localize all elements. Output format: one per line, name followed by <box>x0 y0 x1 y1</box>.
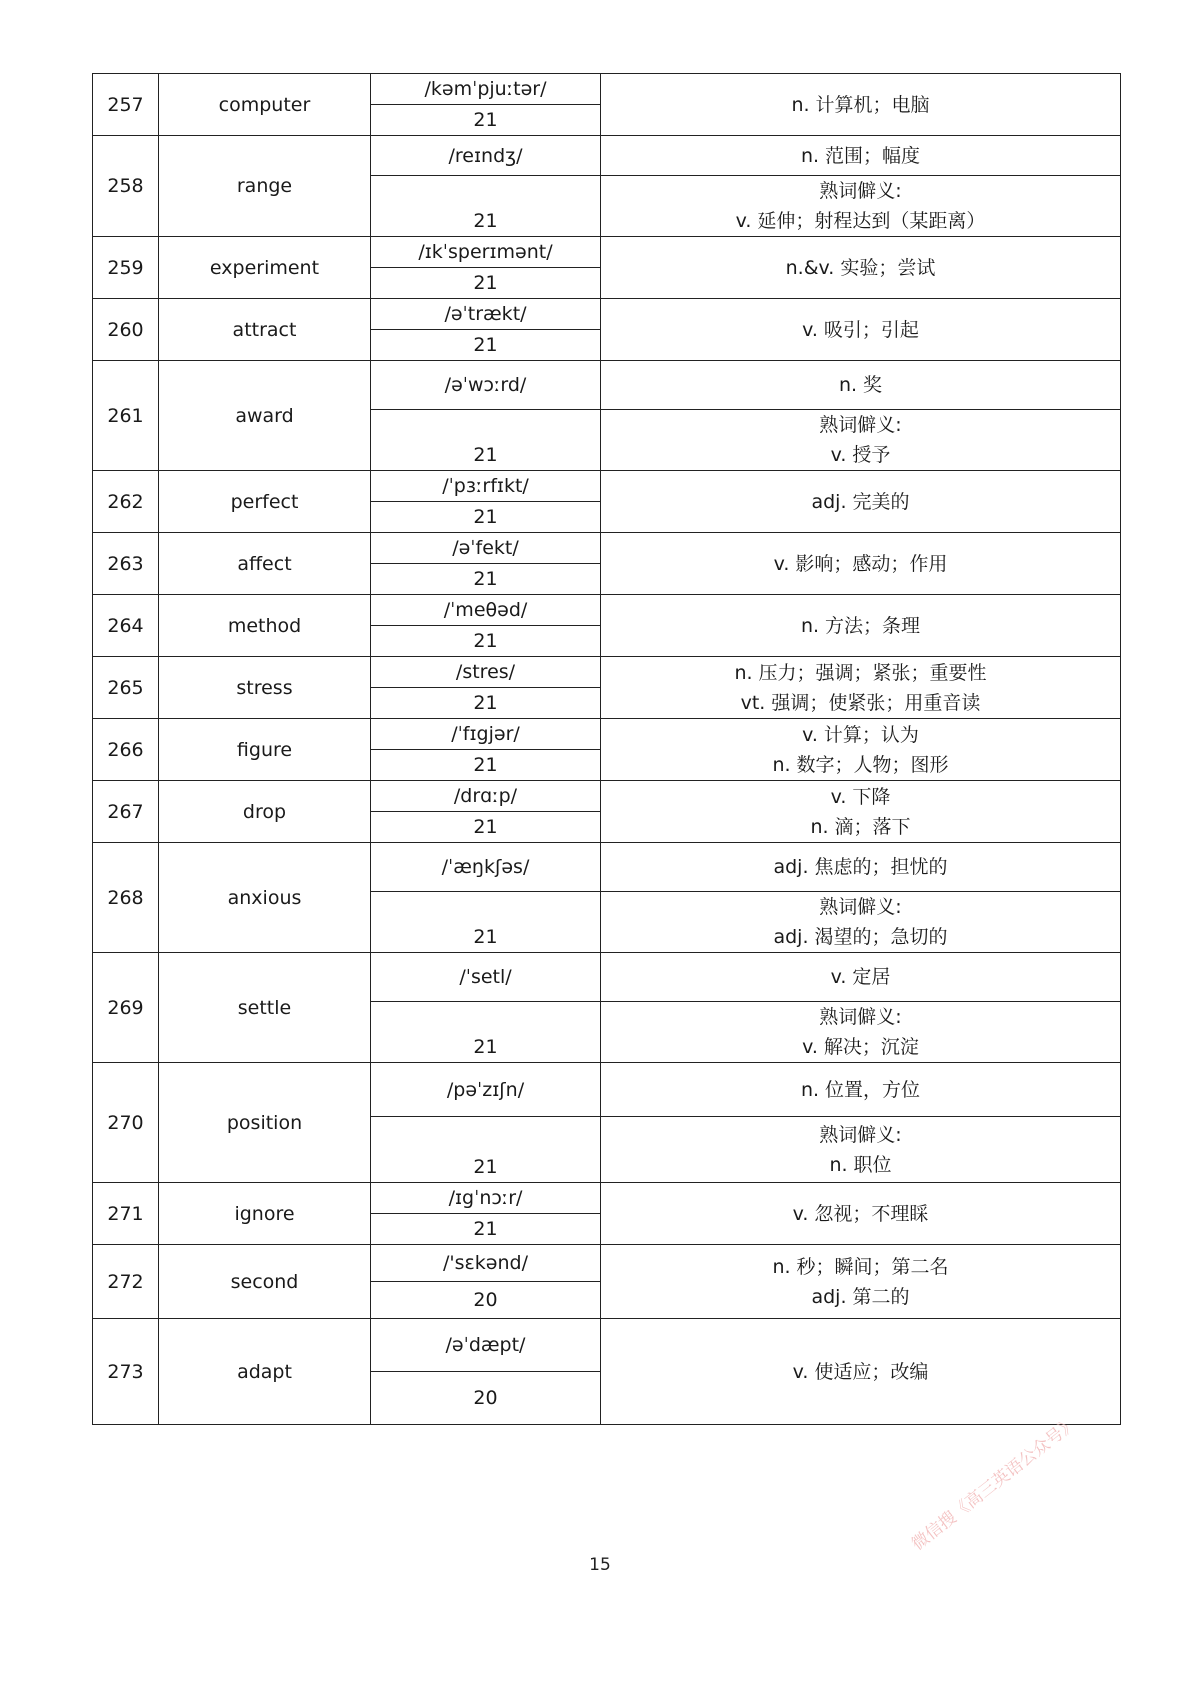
table-row <box>93 843 1121 892</box>
phonetic-cell: /drɑːp/ <box>371 781 601 812</box>
phonetic-cell: /ˈmeθəd/ <box>371 595 601 626</box>
definition-line: n. 秒；瞬间；第二名 <box>772 1255 949 1278</box>
definition-cell <box>601 719 1121 781</box>
phonetic-cell: /ɪkˈsperɪmənt/ <box>371 237 601 268</box>
frequency-cell: 21 <box>371 626 601 657</box>
entry-number: 272 <box>93 1245 159 1319</box>
definition-cell <box>601 361 1121 410</box>
definition-line: n. 方法；条理 <box>800 614 921 637</box>
table-row <box>93 953 1121 1002</box>
table-row <box>93 1319 1121 1372</box>
phonetic-cell: /ˈpɜːrfɪkt/ <box>371 471 601 502</box>
definition-line: n. 范围；幅度 <box>800 144 921 167</box>
entry-number: 266 <box>93 719 159 781</box>
phonetic-cell: /stres/ <box>371 657 601 688</box>
definition-cell <box>601 657 1121 719</box>
definition-cell <box>601 1183 1121 1245</box>
phonetic-cell: /kəmˈpjuːtər/ <box>371 74 601 105</box>
definition-cell <box>601 1319 1121 1425</box>
entry-number: 263 <box>93 533 159 595</box>
entry-number: 259 <box>93 237 159 299</box>
frequency-cell: 21 <box>371 330 601 361</box>
rare-meaning-line: v. 延伸；射程达到（某距离） <box>735 210 986 232</box>
frequency-cell: 21 <box>371 750 601 781</box>
definition-line: v. 影响；感动；作用 <box>773 552 948 575</box>
definition-line: n. 奖 <box>838 374 883 396</box>
table-row <box>93 1183 1121 1214</box>
frequency-cell: 20 <box>371 1282 601 1319</box>
word-cell: attract <box>159 299 371 361</box>
entry-number: 257 <box>93 74 159 136</box>
word-cell: anxious <box>159 843 371 953</box>
definition-cell <box>601 953 1121 1002</box>
table-row <box>93 781 1121 812</box>
definition-cell <box>601 533 1121 595</box>
table-row <box>93 237 1121 268</box>
rare-meaning-line: v. 解决；沉淀 <box>802 1036 919 1058</box>
definition-cell <box>601 843 1121 892</box>
table-row <box>93 361 1121 410</box>
page-number: 15 <box>589 1555 611 1575</box>
definition-cell <box>601 74 1121 136</box>
rare-meaning-line: 熟词僻义: <box>819 414 902 436</box>
word-cell: affect <box>159 533 371 595</box>
table-row <box>93 595 1121 626</box>
frequency-cell: 21 <box>371 1214 601 1245</box>
entry-number: 268 <box>93 843 159 953</box>
frequency-cell: 21 <box>371 176 601 237</box>
word-cell: experiment <box>159 237 371 299</box>
table-row <box>93 719 1121 750</box>
phonetic-cell: /əˈtrækt/ <box>371 299 601 330</box>
definition-line: n. 数字；人物；图形 <box>772 753 949 776</box>
entry-number: 271 <box>93 1183 159 1245</box>
word-cell: computer <box>159 74 371 136</box>
frequency-cell: 21 <box>371 812 601 843</box>
table-row <box>93 1063 1121 1117</box>
table-row <box>93 657 1121 688</box>
word-cell: figure <box>159 719 371 781</box>
definition-line: v. 忽视；不理睬 <box>792 1202 929 1225</box>
definition-cell <box>601 136 1121 176</box>
phonetic-cell: /ˈsetl/ <box>371 953 601 1002</box>
definition-cell <box>601 1063 1121 1117</box>
definition-line: n. 计算机；电脑 <box>791 93 930 116</box>
table-row <box>93 1245 1121 1282</box>
phonetic-cell: /'sɛkənd/ <box>371 1245 601 1282</box>
rare-meaning-line: adj. 渴望的；急切的 <box>773 926 948 948</box>
definition-line: adj. 完美的 <box>811 490 910 513</box>
definition-line: adj. 焦虑的；担忧的 <box>773 856 948 878</box>
definition-line: n. 位置，方位 <box>800 1078 921 1101</box>
definition-cell <box>601 781 1121 843</box>
definition-line: n. 滴；落下 <box>810 815 911 838</box>
phonetic-cell: /əˈfekt/ <box>371 533 601 564</box>
phonetic-cell: /ˈæŋkʃəs/ <box>371 843 601 892</box>
frequency-cell: 21 <box>371 1117 601 1183</box>
frequency-cell: 20 <box>371 1372 601 1425</box>
table-row <box>93 136 1121 176</box>
entry-number: 269 <box>93 953 159 1063</box>
word-cell: adapt <box>159 1319 371 1425</box>
definition-line: n. 压力；强调；紧张；重要性 <box>734 661 987 684</box>
phonetic-cell: /əˈdæpt/ <box>371 1319 601 1372</box>
word-cell: settle <box>159 953 371 1063</box>
word-cell: method <box>159 595 371 657</box>
phonetic-cell: /əˈwɔːrd/ <box>371 361 601 410</box>
definition-cell <box>601 595 1121 657</box>
vocabulary-table-body <box>93 74 1121 1425</box>
frequency-cell: 21 <box>371 1002 601 1063</box>
entry-number: 264 <box>93 595 159 657</box>
definition-line: adj. 第二的 <box>811 1285 910 1308</box>
rare-meaning-line: 熟词僻义: <box>819 896 902 918</box>
entry-number: 260 <box>93 299 159 361</box>
entry-number: 273 <box>93 1319 159 1425</box>
definition-cell <box>601 1117 1121 1183</box>
word-cell: drop <box>159 781 371 843</box>
rare-meaning-line: 熟词僻义: <box>819 1123 902 1146</box>
vocabulary-table <box>92 73 1121 1425</box>
table-row <box>93 299 1121 330</box>
definition-line: v. 定居 <box>830 966 891 988</box>
word-cell: perfect <box>159 471 371 533</box>
entry-number: 262 <box>93 471 159 533</box>
definition-cell <box>601 471 1121 533</box>
word-cell: range <box>159 136 371 237</box>
rare-meaning-line: 熟词僻义: <box>819 180 902 202</box>
definition-cell <box>601 176 1121 237</box>
word-cell: position <box>159 1063 371 1183</box>
table-row <box>93 74 1121 105</box>
definition-line: vt. 强调；使紧张；用重音读 <box>740 691 981 714</box>
watermark: 微信搜《高三英语公众号》 <box>908 1413 1082 1555</box>
entry-number: 261 <box>93 361 159 471</box>
phonetic-cell: /ˈfɪgjər/ <box>371 719 601 750</box>
frequency-cell: 21 <box>371 410 601 471</box>
frequency-cell: 21 <box>371 105 601 136</box>
definition-cell <box>601 1245 1121 1319</box>
table-row <box>93 533 1121 564</box>
rare-meaning-line: n. 职位 <box>829 1153 892 1176</box>
frequency-cell: 21 <box>371 564 601 595</box>
definition-line: v. 吸引；引起 <box>802 318 919 341</box>
phonetic-cell: /reɪndʒ/ <box>371 136 601 176</box>
definition-line: v. 计算；认为 <box>802 723 919 746</box>
definition-cell <box>601 1002 1121 1063</box>
rare-meaning-line: 熟词僻义: <box>819 1006 902 1028</box>
definition-line: v. 使适应；改编 <box>792 1360 929 1383</box>
definition-cell <box>601 892 1121 953</box>
entry-number: 265 <box>93 657 159 719</box>
frequency-cell: 21 <box>371 688 601 719</box>
entry-number: 270 <box>93 1063 159 1183</box>
word-cell: second <box>159 1245 371 1319</box>
frequency-cell: 21 <box>371 892 601 953</box>
phonetic-cell: /pəˈzɪʃn/ <box>371 1063 601 1117</box>
definition-cell <box>601 410 1121 471</box>
definition-line: n.&v. 实验；尝试 <box>785 256 936 279</box>
definition-cell <box>601 237 1121 299</box>
frequency-cell: 21 <box>371 502 601 533</box>
word-cell: award <box>159 361 371 471</box>
word-cell: ignore <box>159 1183 371 1245</box>
table-row <box>93 471 1121 502</box>
entry-number: 258 <box>93 136 159 237</box>
definition-line: v. 下降 <box>830 785 891 808</box>
phonetic-cell: /ɪgˈnɔːr/ <box>371 1183 601 1214</box>
word-cell: stress <box>159 657 371 719</box>
entry-number: 267 <box>93 781 159 843</box>
definition-cell <box>601 299 1121 361</box>
rare-meaning-line: v. 授予 <box>830 444 891 466</box>
frequency-cell: 21 <box>371 268 601 299</box>
